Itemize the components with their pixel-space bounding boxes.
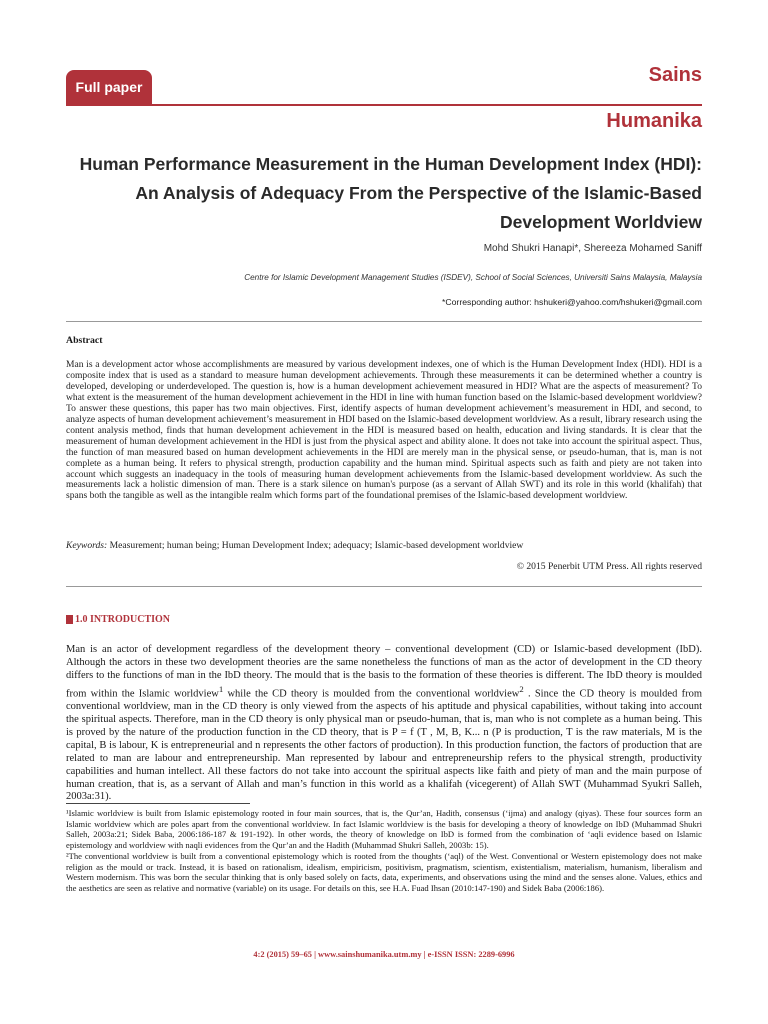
intro-part1: Man is an actor of development regardless of the development theory – conventional development (CD) or Islamic-based development (IbD). Although the actors in these two development theories are the same nonetheless the functions of man as the actor of development in the CD theory differs to the functions of man in the IbD theory. The mould that is the basis to the formation of these theories is different. The IbD theory is moulded from within the Islamic worldview — [66, 644, 702, 700]
intro-part3: . Since the CD theory is moulded from conventional worldview, man in the CD theory is only viewed from the aspects of his aptitude and physical capabilities, without taking into account the spiritual aspects. Therefore, man in the CD theory is only physical man or pseudo-human, that is, man who is not complete as a human being. This is proved by the nature of the production function in the CD theory, that is P = f (T , M, B, K... n (P is production, T is the raw materials, M is the capital, B is labour, K is entrepreneurial and n represents the other factors of production). In this production function, the factors of production that are related to man are labour and entrepreneurship. Man represented by labour and entrepreneurship refers to the physical strength, productivity capabilities and human intellect. All these factors do not take into account the spiritual aspects like faith and piety of man and the main purpose of human creation, that is, as a servant of Allah and man’s function in this world as a khalifah (vicegerent) of Allah SWT (Muhammad Syukri Salleh, 2003a:31). — [66, 688, 702, 803]
journal-name-line1: Sains — [648, 64, 702, 86]
footnote-2: ²The conventional worldview is built from a conventional epistemology which is rooted from the thoughts (‘aql) of the West. Conventional or Western epistemology does not make religion as the mould or track. Instead, it is based on rationalism, idealism, empiricism, positivism, pragmatism, scientism, existentialism, materialism, humanism, liberalism and Western modernism. This was born the secular thinking that is only based solely on facts, data, experiments, and observations using the mind and the senses alone. Values, ethics and the aesthetics are seen as relative and normative (variable) on its usage. For details on this, see H.A. Fuad Ihsan (2010:147-190) and Sidek Baba (2006:186). — [66, 850, 702, 893]
footnote-1: ¹Islamic worldview is built from Islamic epistemology rooted in four main sources, that is, the Qur’an, Hadith, consensus (‘ijma) and analogy (qiyas). These four sources form an Islamic worldview which are poles apart from the conventional worldview. In fact Islamic worldview is the basis for developing a theory of knowledge on IbD (Muhammad Shukri Salleh, 2003a:21; Sidek Baba, 2006:186-187 & 191-192). In other words, the theory of knowledge on IbD is formed from the combination of ‘aqli evidence based on Islamic epistemology and worldview with naqli evidences from the Qur’an and the Hadith (Muhammad Shukri Salleh, 2003b: 15). — [66, 808, 702, 851]
abstract-heading: Abstract — [66, 335, 103, 346]
journal-name-line2: Humanika — [606, 110, 702, 132]
intro-part2: while the CD theory is moulded from the conventional worldview — [223, 688, 520, 700]
keywords-text: Measurement; human being; Human Development Index; adequacy; Islamic-based development worldview — [107, 540, 524, 551]
keywords-label: Keywords: — [66, 540, 108, 551]
paper-type-badge: Full paper — [66, 70, 152, 104]
header-rule — [66, 104, 702, 106]
corresponding-author: *Corresponding author: hshukeri@yahoo.com/hshukeri@gmail.com — [441, 297, 702, 307]
footnote-rule — [66, 803, 250, 804]
section-marker-square — [66, 615, 73, 624]
footnote-ref-2: 2 — [519, 683, 524, 694]
page-footer: 4:2 (2015) 59–65 | www.sainshumanika.utm.my | e-ISSN ISSN: 2289-6996 — [253, 950, 515, 959]
footnote-ref-1: 1 — [218, 683, 224, 694]
section-heading — [66, 614, 170, 625]
keywords — [66, 540, 523, 551]
paper-title: Human Performance Measurement in the Human Development Index (HDI): An Analysis of Adequacy From the Perspective of the Islamic-Based Development Worldview — [79, 154, 702, 232]
abstract-text: Man is a development actor whose accomplishments are measured by various development indexes, one of which is the Human Development Index (HDI). HDI is a composite index that is used as a standard to measure human development achievements. Through these measurements it can be determined whether a country is developed, developing or underdeveloped. The question is, how is a human development achievement measured in HDI? What are the aspects of measurement? To what extent is the measurement of the human development achievement in the HDI in line with human function based on the Islamic-based development worldview? To answer these questions, this paper has two main objectives. First, identify aspects of human development achievement’s measurement in HDI, and second, to analyze aspects of human development achievement’s measurement in HDI based on the Islamic-based development worldview. As a result, library research using the content analysis method, finds that human development achievement in the HDI is measured based on health, education and living standards. It is clear that the measurement of human development achievement in the HDI is just from the physical aspect and ability alone. It does not take into account the spiritual aspect. Thus, the function of man measured based on human development achievements in the HDI are merely man in the physical sense, or pseudo-human, that is, man is not complete as a human being. It refers to physical strength, production capability and the human mind. Spiritual aspects such as faith and piety are not taken into account which suggests an inadequacy in the tools of measuring human development achievements from the Islamic-based development worldview. As such the measurements lack a holistic dimension of man. There is a stark silence on human's purpose (as a servant of Allah SWT) and its role in this world (khalifah) that spans both the tangible as well as the intangible realm which forms part of the foundational premises of the Islamic-based development worldview. — [66, 359, 702, 502]
affiliation: Centre for Islamic Development Management Studies (ISDEV), School of Social Sciences, Universiti Sains Malaysia, Malaysia — [244, 273, 702, 282]
divider-bottom — [66, 586, 702, 587]
divider-top — [66, 321, 702, 322]
authors: Mohd Shukri Hanapi*, Shereeza Mohamed Saniff — [483, 243, 702, 254]
section-heading-text: 1.0 INTRODUCTION — [75, 614, 171, 625]
footnotes — [66, 808, 702, 894]
copyright: © 2015 Penerbit UTM Press. All rights reserved — [516, 561, 702, 572]
introduction-text — [66, 644, 702, 804]
